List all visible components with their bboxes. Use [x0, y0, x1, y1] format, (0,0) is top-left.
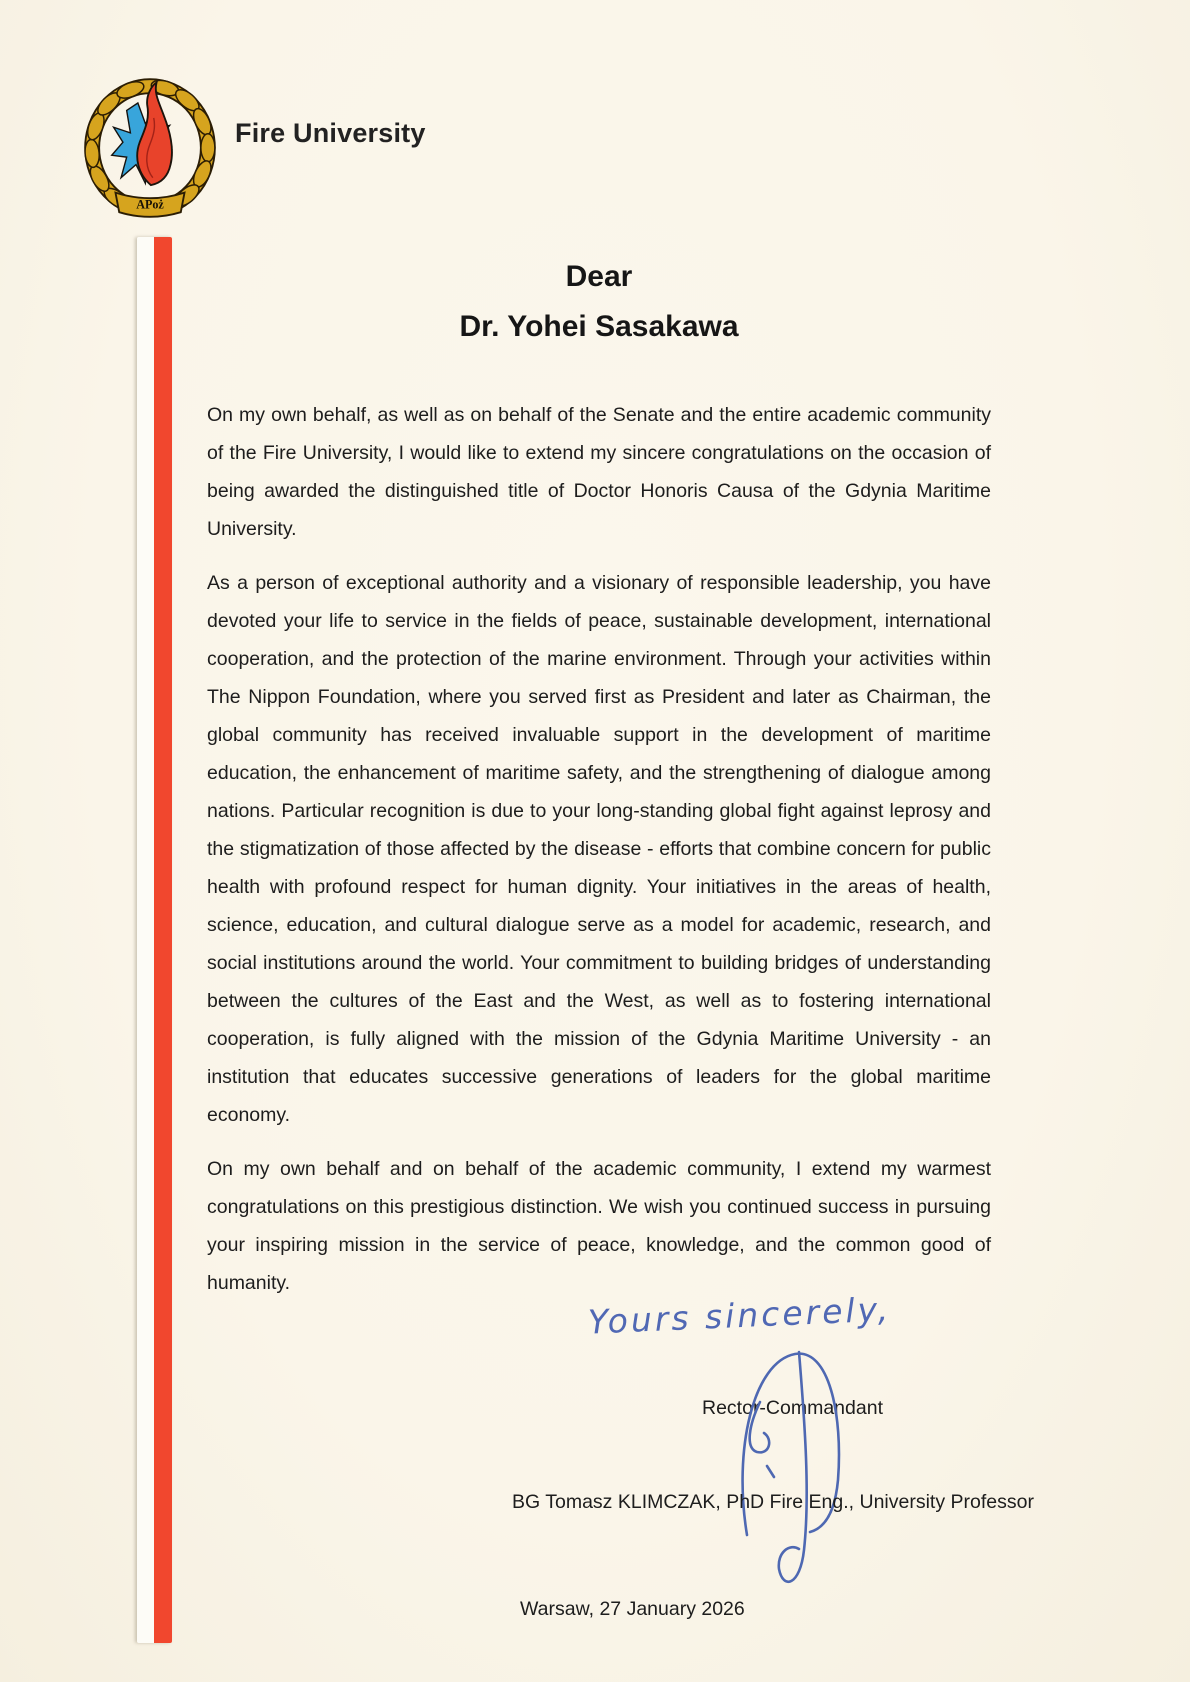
paragraph-2: As a person of exceptional authority and a visionary of responsible leadership, you have devoted your life to service in the fields of peace, sustainable development, international cooperation, and the protection of the marine environment. Through your activities within The Nippon Foundation, where you served first as President and later as Chairman, the global community has received invaluable support in the development of maritime education, the enhancement of maritime safety, and the strengthening of dialogue among nations. Particular recognition is due to your long-standing global fight against leprosy and the stigmatization of those affected by the disease - efforts that combine concern for public health with profound respect for human dignity. Your initiatives in the areas of health, science, education, and cultural dialogue serve as a model for academic, research, and social institutions around the world. Your commitment to building bridges of understanding between the cultures of the East and the West, as well as to fostering international cooperation, is fully aligned with the mission of the Gdynia Maritime University - an institution that educates successive generations of leaders for the global maritime economy.	[207, 572, 991, 1126]
flag-ribbon	[137, 237, 172, 1643]
salutation-line-2: Dr. Yohei Sasakawa	[459, 310, 739, 343]
signer-name: BG Tomasz KLIMCZAK, PhD Fire Eng., University Professor	[512, 1491, 1034, 1513]
fire-university-crest-icon	[80, 70, 220, 220]
closing-handwriting: Yours sincerely,	[587, 1289, 892, 1342]
flag-ribbon-red-stripe	[154, 237, 172, 1643]
salutation-line-1: Dear	[565, 260, 633, 293]
letter-body	[207, 252, 991, 1318]
flag-ribbon-white-stripe	[137, 237, 154, 1643]
place-date: Warsaw, 27 January 2026	[520, 1598, 745, 1620]
signer-title: Rector-Commandant	[702, 1397, 883, 1419]
salutation	[207, 252, 991, 352]
paragraph-1: On my own behalf, as well as on behalf of the Senate and the entire academic community of the Fire University, I would like to extend my sincere congratulations on the occasion of being awarded the distinguished title of Doctor Honoris Causa of the Gdynia Maritime University.	[207, 404, 991, 540]
paragraph-3: On my own behalf and on behalf of the academic community, I extend my warmest congratulations on this prestigious distinction. We wish you continued success in pursuing your inspiring mission in the service of peace, knowledge, and the common good of humanity.	[207, 1158, 991, 1294]
signature	[715, 1340, 865, 1620]
crest-banner-text: APoż	[136, 197, 164, 212]
crest-flame	[137, 82, 172, 185]
university-name: Fire University	[235, 118, 426, 148]
